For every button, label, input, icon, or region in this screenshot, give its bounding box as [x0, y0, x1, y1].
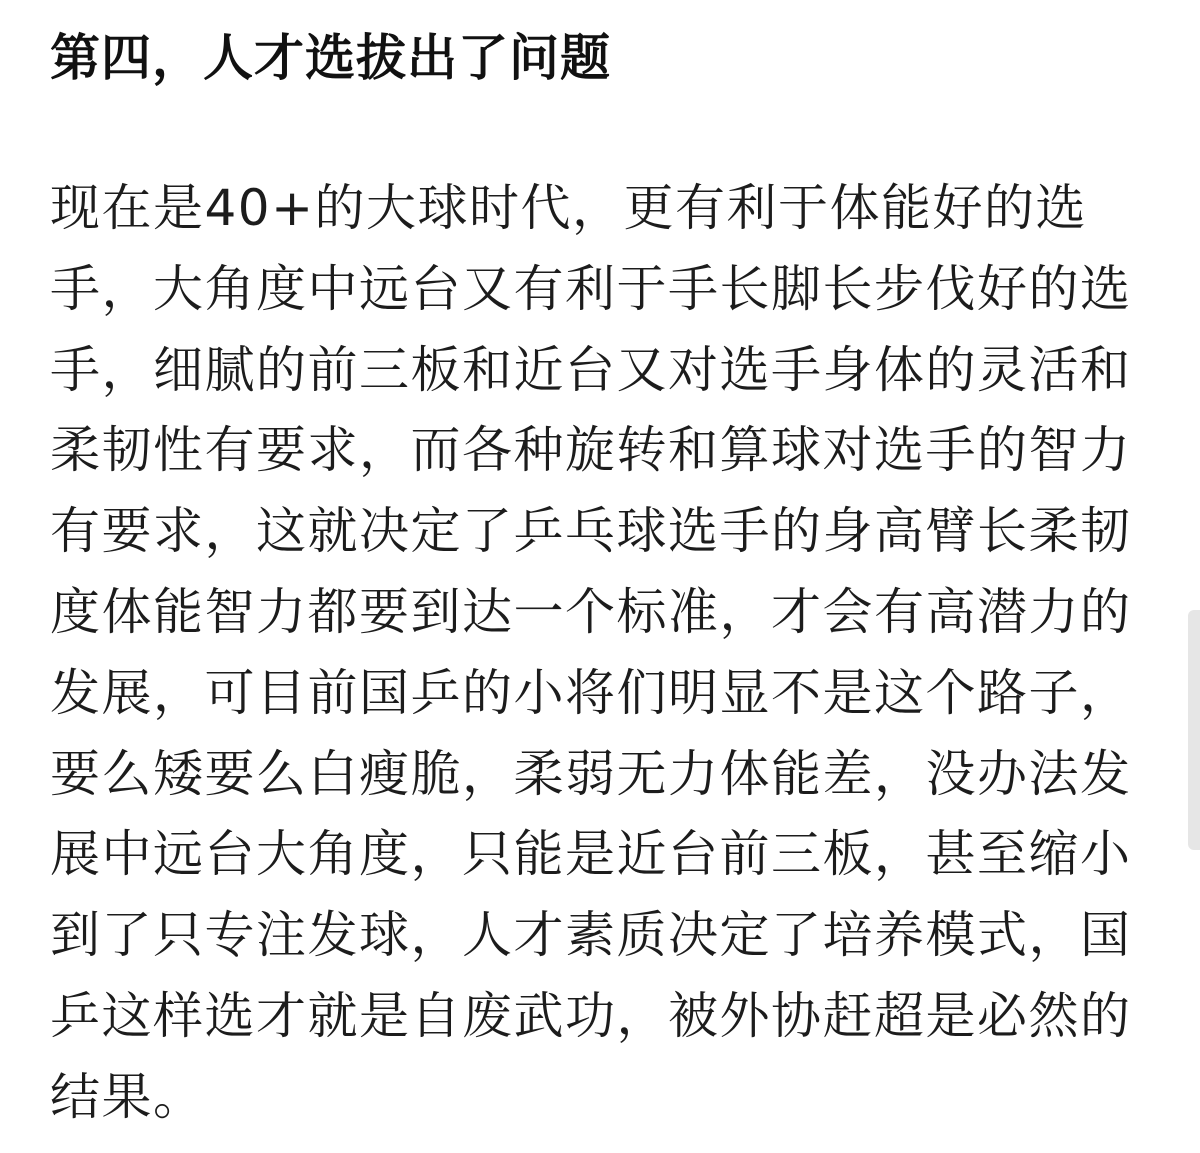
- body-line: 手，大角度中远台又有利于手长脚长步伐好的选: [50, 259, 1132, 318]
- body-line: 要么矮要么白瘦脆，柔弱无力体能差，没办法发: [50, 744, 1132, 803]
- article-body: [50, 168, 1140, 1138]
- body-line: 乒这样选才就是自废武功，被外协赶超是必然的: [50, 986, 1132, 1045]
- body-line: 展中远台大角度，只能是近台前三板，甚至缩小: [50, 825, 1132, 884]
- body-line: 有要求，这就决定了乒乓球选手的身高臂长柔韧: [50, 502, 1132, 561]
- body-line: 到了只专注发球，人才素质决定了培养模式，国: [50, 906, 1132, 965]
- scroll-indicator[interactable]: [1188, 610, 1200, 850]
- body-line: 柔韧性有要求，而各种旋转和算球对选手的智力: [50, 421, 1132, 480]
- body-line: 手，细腻的前三板和近台又对选手身体的灵活和: [50, 340, 1132, 399]
- body-line: 结果。: [50, 1067, 205, 1126]
- body-line: 度体能智力都要到达一个标准，才会有高潜力的: [50, 582, 1132, 641]
- article-heading: 第四，人才选拔出了问题: [50, 29, 611, 87]
- body-line: 发展，可目前国乒的小将们明显不是这个路子，: [50, 663, 1132, 722]
- body-line: 现在是40+的大球时代，更有利于体能好的选: [50, 179, 1088, 237]
- article: [50, 22, 1140, 1138]
